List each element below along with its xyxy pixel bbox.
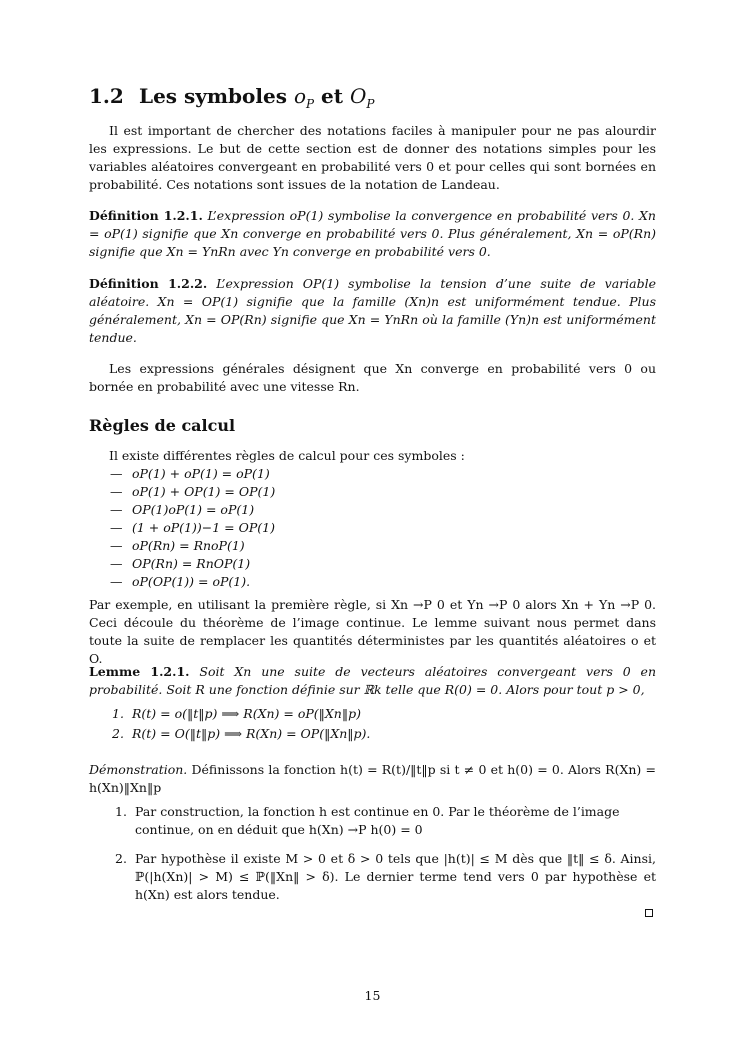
lemma-item: 2. R(t) = O(‖t‖p) ⟹ R(Xn) = OP(‖Xn‖p). — [112, 726, 371, 741]
lemma-text: Soit Xn une suite de vecteurs aléatoires convergeant vers 0 en probabilité. Soit R une fonction définie sur ℝk telle que R(0) = 0. Alors pour tout p > 0, — [89, 664, 657, 697]
definition-2-label: Définition 1.2.2. — [89, 276, 208, 291]
rules-title: Règles de calcul — [89, 416, 236, 435]
section-title-and: et — [321, 84, 343, 108]
definition-2-text: L’expression OP(1) symbolise la tension d’une suite de variable aléatoire. Xn = OP(1) signifie que la famille (Xn)n est uniformément tendue. Plus généralement, Xn = OP(Rn) signifie que Xn = YnRn où la famille (Yn)n est uniformément tendue. — [89, 276, 656, 345]
proof-text: Définissons la fonction h(t) = R(t)/‖t‖p si t ≠ 0 et h(0) = 0. Alors R(Xn) = h(Xn)‖Xn‖p — [89, 762, 656, 795]
rule-item: — oP(1) + oP(1) = oP(1) — [110, 466, 270, 481]
proof-label: Démonstration. — [89, 762, 188, 777]
rule-item: — OP(Rn) = RnOP(1) — [110, 556, 251, 571]
definition-1-text: L’expression oP(1) symbolise la convergence en probabilité vers 0. Xn = oP(1) signifie que Xn converge en probabilité vers 0. Plus généralement, Xn = oP(Rn) signifie que Xn = YnRn avec Yn converge en probabilité vers 0. — [89, 208, 656, 259]
rule-item: — oP(OP(1)) = oP(1). — [110, 574, 251, 589]
rule-item: — oP(1) + OP(1) = OP(1) — [110, 484, 276, 499]
rule-item: — (1 + oP(1))−1 = OP(1) — [110, 520, 275, 535]
lemma-item: 1. R(t) = o(‖t‖p) ⟹ R(Xn) = oP(‖Xn‖p) — [112, 706, 361, 721]
page-number: 15 — [364, 988, 381, 1003]
section-number: 1.2 — [89, 84, 124, 108]
example-paragraph: Par exemple, en utilisant la première règle, si Xn →P 0 et Yn →P 0 alors Xn + Yn →P 0. Ceci découle du théorème de l’image continue. Le lemme suivant nous permet dans toute la suite de remplacer les quantités déterministes par les quantités aléatoires o et O. — [89, 597, 656, 666]
lemma — [89, 663, 656, 699]
proof-item: 2. Par hypothèse il existe M > 0 et δ > 0 tels que |h(t)| ≤ M dès que ‖t‖ ≤ δ. Ainsi, ℙ(|h(Xn)| > M) ≤ ℙ(‖Xn‖ > δ). Le dernier terme tend vers 0 par hypothèse et h(Xn) est alors tendue. — [115, 851, 656, 902]
section-title-text: Les symboles — [139, 84, 287, 108]
lemma-list — [112, 705, 656, 743]
section-title — [89, 84, 375, 111]
rule-item: — oP(Rn) = RnoP(1) — [110, 538, 245, 553]
rule-item: — OP(1)oP(1) = oP(1) — [110, 502, 255, 517]
intro-paragraph: Il est important de chercher des notations faciles à manipuler pour ne pas alourdir les expressions. Le but de cette section est de donner des notations simples pour les variables aléatoires convergeant en probabilité vers 0 et pour celles qui sont bornées en probabilité. Ces notations sont issues de la notation de Landeau. — [89, 123, 656, 192]
definition-1-label: Définition 1.2.1. — [89, 208, 203, 223]
definition-1 — [89, 207, 656, 261]
symbol-small-o: $o_P$ — [293, 84, 315, 111]
rules-list — [110, 465, 275, 591]
proof-paragraph — [89, 761, 656, 797]
proof-item: 1. Par construction, la fonction h est continue en 0. Par le théorème de l’image continue, on en déduit que h(Xn) →P h(0) = 0 — [115, 804, 620, 837]
definition-2 — [89, 275, 656, 347]
general-remark-paragraph: Les expressions générales désignent que Xn converge en probabilité vers 0 ou bornée en probabilité avec une vitesse Rn. — [89, 361, 656, 394]
qed-square-icon — [645, 909, 653, 917]
proof-list — [115, 803, 656, 904]
rules-intro: Il existe différentes règles de calcul pour ces symboles : — [109, 448, 465, 463]
symbol-big-o: $O_P$ — [349, 84, 375, 111]
lemma-label: Lemme 1.2.1. — [89, 664, 190, 679]
